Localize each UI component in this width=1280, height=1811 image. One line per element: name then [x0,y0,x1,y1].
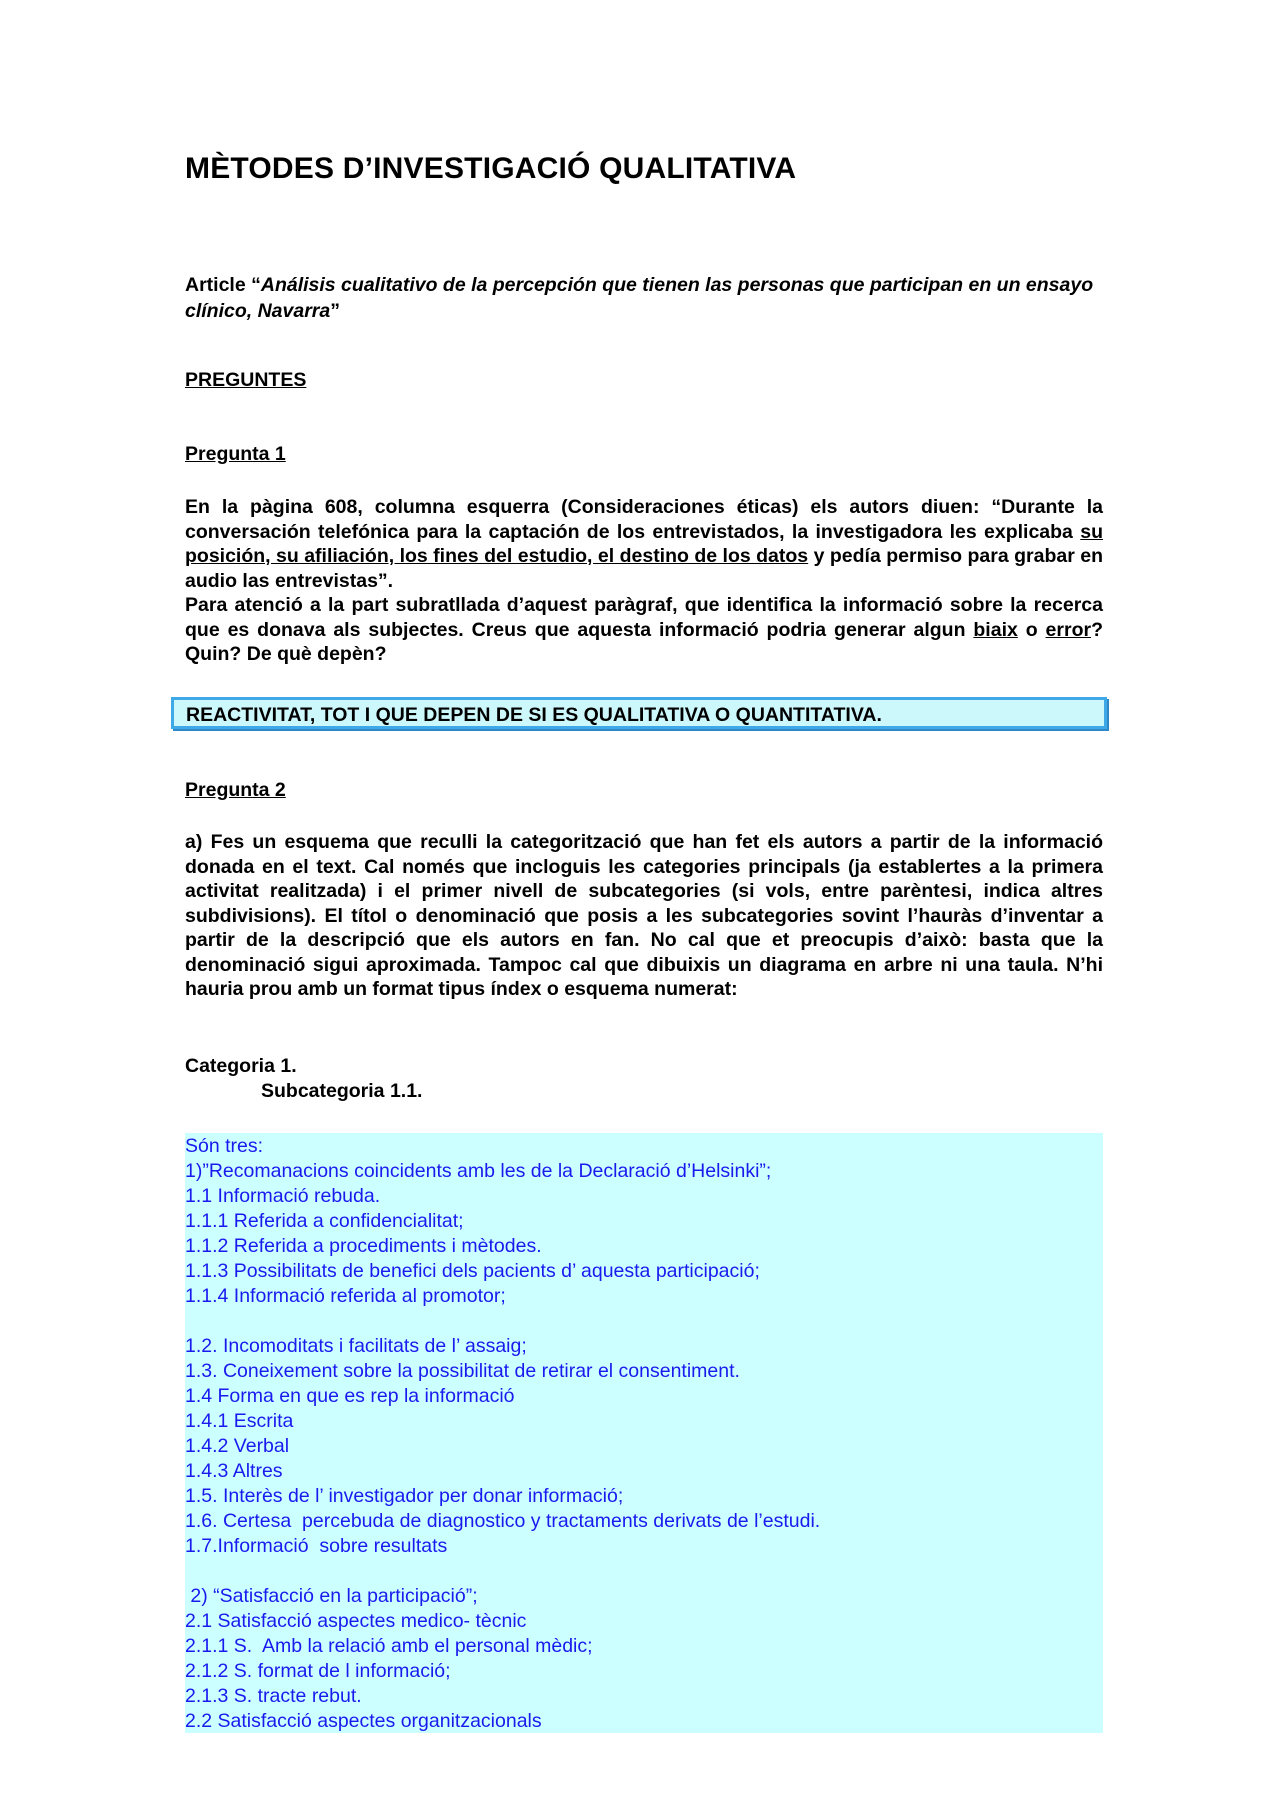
list-item: 1.1.3 Possibilitats de benefici dels pacients d’ aquesta participació; [185,1260,760,1282]
question1-answer: REACTIVITAT, TOT I QUE DEPEN DE SI ES QUALITATIVA O QUANTITATIVA. [186,704,882,726]
list-item: 1.4 Forma en que es rep la informació [185,1385,515,1407]
q1-p2-after: ? Quin? De què depèn? [185,618,1103,665]
list-item: 1.4.1 Escrita [185,1410,294,1432]
q1-p1-after: y pedía permiso para grabar en audio las entrevistas”. [185,545,1103,592]
list-item: 1.1.1 Referida a confidencialitat; [185,1210,464,1232]
page-title: MÈTODES D’INVESTIGACIÓ QUALITATIVA [185,152,797,185]
list-item: 1.7.Informació sobre resultats [185,1535,448,1557]
list-item: 2.2 Satisfacció aspectes organitzacionals [185,1710,542,1732]
list-item: 2.1.1 S. Amb la relació amb el personal mèdic; [185,1635,593,1657]
list-item: 1)”Recomanacions coincidents amb les de la Declaració d’Helsinki”; [185,1160,772,1182]
subcategory-label: Subcategoria 1.1. [261,1080,423,1102]
q1-p2-mid: o [1017,618,1046,641]
q1-p2-word-error: error [1045,618,1092,641]
list-item: 1.4.2 Verbal [185,1435,290,1457]
q1-p1-before: En la pàgina 608, columna esquerra (Consideraciones éticas) els autors diuen: “Durante la conversación telefónica para la captación de los entrevistados, la investigadora les explicaba [185,496,1103,543]
list-item: 1.6. Certesa percebuda de diagnostico y tractaments derivats de l’estudi. [185,1510,821,1532]
list-item: 2.1.2 S. format de l informació; [185,1660,451,1682]
list-item: 2.1.3 S. tracte rebut. [185,1685,362,1707]
question2-text [185,830,1103,1002]
list-item: 1.2. Incomoditats i facilitats de l’ assaig; [185,1335,527,1357]
question1-heading: Pregunta 1 [185,443,286,465]
q1-p2-before: Para atenció a la part subratllada d’aquest paràgraf, que identifica la informació sobre la recerca que es donava als subjectes. Creus que aquesta informació podria generar algun [185,594,1103,641]
list-item: 2) “Satisfacció en la participació”; [185,1585,478,1607]
category-answer-list [185,1134,820,1734]
question1-text [185,495,1103,667]
section-heading: PREGUNTES [185,369,307,391]
list-item: 2.1 Satisfacció aspectes medico- tècnic [185,1610,527,1632]
article-reference [185,272,1103,324]
list-item: 1.4.3 Altres [185,1460,283,1482]
list-item [185,1309,820,1334]
list-item: 1.1.4 Informació referida al promotor; [185,1285,506,1307]
list-item: 1.1 Informació rebuda. [185,1185,381,1207]
list-item [185,1559,820,1584]
list-item: 1.3. Coneixement sobre la possibilitat de retirar el consentiment. [185,1360,740,1382]
q1-p1-underlined: su posición, su afiliación, los fines del estudio, el destino de los datos [185,520,1103,567]
question2-heading: Pregunta 2 [185,779,286,801]
question1-paragraph2 [185,593,1103,667]
list-item: 1.5. Interès de l’ investigador per donar informació; [185,1485,624,1507]
article-title: Análisis cualitativo de la percepción que tienen las personas que participan en un ensayo clínico, Navarra [185,274,1094,322]
list-item: 1.1.2 Referida a procediments i mètodes. [185,1235,542,1257]
category-label: Categoria 1. [185,1055,297,1077]
question2-paragraph: a) Fes un esquema que reculli la categorització que han fet els autors a partir de la informació donada en el text. Cal només que incloguis les categories principals (ja establertes a la primera activitat realitzada) i el primer nivell de subcategories (si vols, entre parèntesi, indica altres subdivisions). El títol o denominació que posis a les subcategories sovint l’hauràs d’inventar a partir de la descripció que els autors en fan. No cal que et preocupis d’això: basta que la denominació sigui aproximada. Tampoc cal que dibuixis un diagrama en arbre ni una taula. N’hi hauria prou amb un format tipus índex o esquema numerat: [185,831,1103,1000]
article-prefix: Article “ [185,274,261,296]
article-suffix: ” [330,300,340,322]
question1-answer-box [171,697,1107,729]
list-item: Són tres: [185,1135,264,1157]
question1-paragraph1 [185,495,1103,593]
q1-p2-word-biaix: biaix [973,618,1018,641]
